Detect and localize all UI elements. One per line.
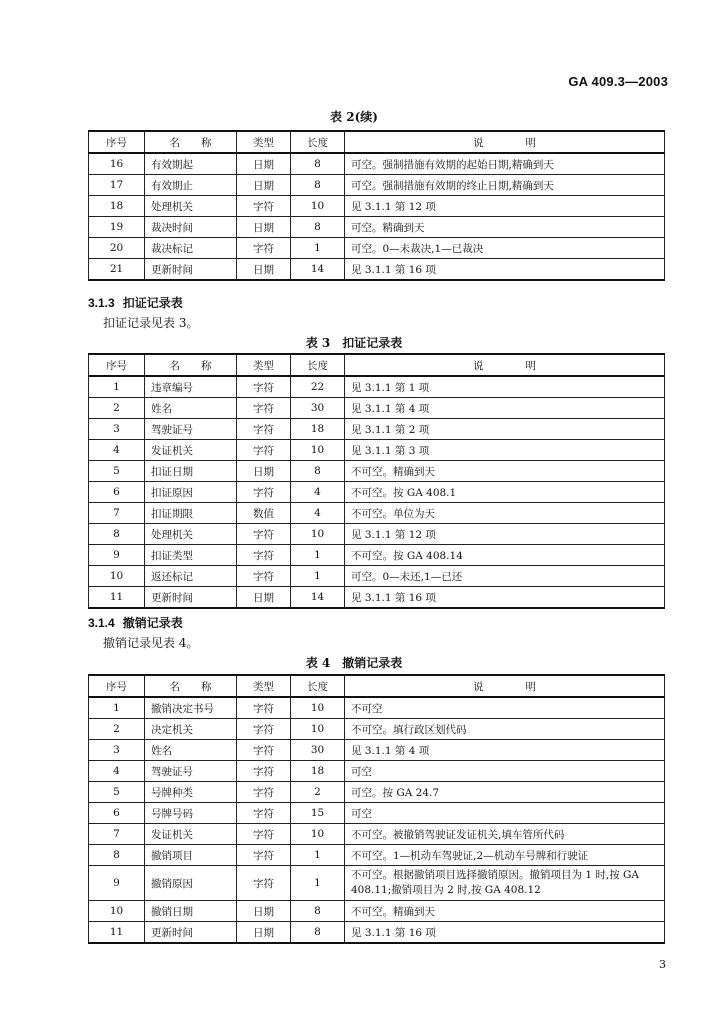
cell-desc: 见 3.1.1 第 12 项 bbox=[345, 196, 665, 217]
cell-desc: 见 3.1.1 第 12 项 bbox=[345, 524, 665, 545]
cell-seq: 1 bbox=[89, 376, 145, 398]
cell-type: 字符 bbox=[237, 824, 291, 845]
cell-type: 字符 bbox=[237, 440, 291, 461]
cell-length: 1 bbox=[291, 866, 345, 901]
cell-name: 姓名 bbox=[145, 740, 237, 761]
cell-type: 日期 bbox=[237, 901, 291, 922]
cell-length: 1 bbox=[291, 238, 345, 259]
cell-name: 有效期起 bbox=[145, 153, 237, 175]
cell-length: 30 bbox=[291, 740, 345, 761]
cell-seq: 20 bbox=[89, 238, 145, 259]
table-row bbox=[89, 740, 665, 761]
cell-length: 18 bbox=[291, 419, 345, 440]
cell-seq: 19 bbox=[89, 217, 145, 238]
cell-type: 字符 bbox=[237, 419, 291, 440]
cell-name: 扣证原因 bbox=[145, 482, 237, 503]
cell-desc: 可空。0—未还,1—已还 bbox=[345, 566, 665, 587]
cell-desc: 见 3.1.1 第 4 项 bbox=[345, 398, 665, 419]
cell-type: 字符 bbox=[237, 697, 291, 719]
cell-type: 日期 bbox=[237, 153, 291, 175]
cell-desc: 不可空。单位为天 bbox=[345, 503, 665, 524]
cell-name: 决定机关 bbox=[145, 719, 237, 740]
table-row bbox=[89, 217, 665, 238]
cell-desc: 不可空。根据撤销项目选择撤销原因。撤销项目为 1 时,按 GA 408.11;撤销项目为 2 时,按 GA 408.12 bbox=[345, 866, 665, 901]
cell-seq: 17 bbox=[89, 175, 145, 196]
table3-caption: 表 3 扣证记录表 bbox=[305, 336, 403, 350]
cell-seq: 10 bbox=[89, 901, 145, 922]
cell-seq: 6 bbox=[89, 482, 145, 503]
cell-type: 字符 bbox=[237, 545, 291, 566]
section-title: 扣证记录表 bbox=[122, 296, 183, 310]
cell-length: 4 bbox=[291, 503, 345, 524]
table-row bbox=[89, 419, 665, 440]
cell-seq: 21 bbox=[89, 259, 145, 281]
table-row bbox=[89, 845, 665, 866]
cell-name: 处理机关 bbox=[145, 196, 237, 217]
header-row bbox=[89, 354, 665, 376]
cell-seq: 5 bbox=[89, 782, 145, 803]
cell-type: 字符 bbox=[237, 398, 291, 419]
table-row bbox=[89, 376, 665, 398]
cell-desc: 可空。强制措施有效期的终止日期,精确到天 bbox=[345, 175, 665, 196]
cell-seq: 5 bbox=[89, 461, 145, 482]
table4 bbox=[88, 674, 665, 944]
cell-desc: 可空。精确到天 bbox=[345, 217, 665, 238]
table2 bbox=[88, 130, 665, 281]
table-row bbox=[89, 153, 665, 175]
cell-name: 处理机关 bbox=[145, 524, 237, 545]
table-row bbox=[89, 238, 665, 259]
cell-seq: 3 bbox=[89, 419, 145, 440]
cell-seq: 4 bbox=[89, 761, 145, 782]
table3 bbox=[88, 353, 665, 609]
column-header-desc: 说 明 bbox=[345, 354, 665, 376]
cell-length: 18 bbox=[291, 761, 345, 782]
header-row bbox=[89, 675, 665, 697]
table-row bbox=[89, 196, 665, 217]
section-3-1-3-heading bbox=[88, 294, 183, 311]
cell-length: 8 bbox=[291, 175, 345, 196]
cell-name: 驾驶证号 bbox=[145, 761, 237, 782]
cell-desc: 见 3.1.1 第 16 项 bbox=[345, 587, 665, 609]
column-header-desc: 说 明 bbox=[345, 675, 665, 697]
section-title: 撤销记录表 bbox=[122, 616, 183, 630]
cell-name: 有效期止 bbox=[145, 175, 237, 196]
cell-desc: 见 3.1.1 第 16 项 bbox=[345, 259, 665, 281]
column-header-name: 名 称 bbox=[145, 675, 237, 697]
cell-desc: 不可空。按 GA 408.14 bbox=[345, 545, 665, 566]
section-3-1-4-text: 撤销记录见表 4。 bbox=[103, 636, 199, 650]
cell-seq: 2 bbox=[89, 398, 145, 419]
cell-seq: 8 bbox=[89, 524, 145, 545]
cell-type: 字符 bbox=[237, 566, 291, 587]
cell-length: 15 bbox=[291, 803, 345, 824]
table-row bbox=[89, 803, 665, 824]
cell-desc: 不可空。1—机动车驾驶证,2—机动车号牌和行驶证 bbox=[345, 845, 665, 866]
column-header-seq: 序号 bbox=[89, 354, 145, 376]
column-header-name: 名 称 bbox=[145, 354, 237, 376]
standard-number: GA 409.3—2003 bbox=[568, 74, 668, 89]
cell-name: 撤销日期 bbox=[145, 901, 237, 922]
header-row bbox=[89, 131, 665, 153]
table2-caption: 表 2(续) bbox=[330, 110, 378, 124]
cell-seq: 6 bbox=[89, 803, 145, 824]
section-number: 3.1.3 bbox=[88, 296, 115, 310]
cell-name: 扣证日期 bbox=[145, 461, 237, 482]
cell-name: 撤销决定书号 bbox=[145, 697, 237, 719]
table-row bbox=[89, 922, 665, 944]
cell-seq: 16 bbox=[89, 153, 145, 175]
table-row bbox=[89, 866, 665, 901]
cell-seq: 2 bbox=[89, 719, 145, 740]
cell-length: 4 bbox=[291, 482, 345, 503]
cell-desc: 不可空。精确到天 bbox=[345, 901, 665, 922]
cell-seq: 1 bbox=[89, 697, 145, 719]
cell-type: 字符 bbox=[237, 376, 291, 398]
column-header-desc: 说 明 bbox=[345, 131, 665, 153]
table-row bbox=[89, 175, 665, 196]
cell-length: 10 bbox=[291, 697, 345, 719]
cell-desc: 不可空。精确到天 bbox=[345, 461, 665, 482]
cell-desc: 不可空。按 GA 408.1 bbox=[345, 482, 665, 503]
table-row bbox=[89, 719, 665, 740]
table-row bbox=[89, 901, 665, 922]
table-row bbox=[89, 482, 665, 503]
cell-seq: 11 bbox=[89, 922, 145, 944]
cell-length: 22 bbox=[291, 376, 345, 398]
table-row bbox=[89, 545, 665, 566]
cell-desc: 可空。强制措施有效期的起始日期,精确到天 bbox=[345, 153, 665, 175]
cell-name: 违章编号 bbox=[145, 376, 237, 398]
table-row bbox=[89, 440, 665, 461]
cell-name: 更新时间 bbox=[145, 922, 237, 944]
cell-name: 裁决标记 bbox=[145, 238, 237, 259]
cell-name: 撤销项目 bbox=[145, 845, 237, 866]
cell-desc: 见 3.1.1 第 4 项 bbox=[345, 740, 665, 761]
cell-type: 字符 bbox=[237, 196, 291, 217]
table-row bbox=[89, 782, 665, 803]
table-row bbox=[89, 824, 665, 845]
table4-caption: 表 4 撤销记录表 bbox=[305, 656, 403, 670]
cell-length: 8 bbox=[291, 922, 345, 944]
cell-desc: 见 3.1.1 第 16 项 bbox=[345, 922, 665, 944]
cell-type: 日期 bbox=[237, 217, 291, 238]
table-row bbox=[89, 259, 665, 281]
cell-name: 号牌种类 bbox=[145, 782, 237, 803]
cell-name: 更新时间 bbox=[145, 587, 237, 609]
cell-seq: 18 bbox=[89, 196, 145, 217]
table-row bbox=[89, 697, 665, 719]
column-header-type: 类型 bbox=[237, 354, 291, 376]
cell-name: 发证机关 bbox=[145, 440, 237, 461]
table-row bbox=[89, 461, 665, 482]
cell-length: 10 bbox=[291, 440, 345, 461]
cell-name: 裁决时间 bbox=[145, 217, 237, 238]
column-header-type: 类型 bbox=[237, 675, 291, 697]
cell-desc: 不可空。被撤销驾驶证发证机关,填车管所代码 bbox=[345, 824, 665, 845]
cell-type: 字符 bbox=[237, 782, 291, 803]
section-3-1-4-heading bbox=[88, 614, 183, 631]
cell-desc: 不可空。填行政区划代码 bbox=[345, 719, 665, 740]
column-header-name: 名 称 bbox=[145, 131, 237, 153]
cell-desc: 可空 bbox=[345, 803, 665, 824]
table-row bbox=[89, 587, 665, 609]
cell-length: 8 bbox=[291, 153, 345, 175]
column-header-type: 类型 bbox=[237, 131, 291, 153]
cell-seq: 8 bbox=[89, 845, 145, 866]
column-header-seq: 序号 bbox=[89, 675, 145, 697]
page-number: 3 bbox=[659, 958, 666, 971]
table-row bbox=[89, 524, 665, 545]
cell-name: 发证机关 bbox=[145, 824, 237, 845]
cell-type: 日期 bbox=[237, 587, 291, 609]
cell-desc: 见 3.1.1 第 3 项 bbox=[345, 440, 665, 461]
cell-seq: 10 bbox=[89, 566, 145, 587]
cell-name: 返还标记 bbox=[145, 566, 237, 587]
cell-length: 8 bbox=[291, 217, 345, 238]
cell-name: 号牌号码 bbox=[145, 803, 237, 824]
column-header-length: 长度 bbox=[291, 354, 345, 376]
cell-type: 数值 bbox=[237, 503, 291, 524]
cell-length: 10 bbox=[291, 196, 345, 217]
cell-length: 2 bbox=[291, 782, 345, 803]
cell-desc: 见 3.1.1 第 2 项 bbox=[345, 419, 665, 440]
cell-length: 1 bbox=[291, 845, 345, 866]
cell-type: 字符 bbox=[237, 761, 291, 782]
cell-name: 更新时间 bbox=[145, 259, 237, 281]
cell-name: 驾驶证号 bbox=[145, 419, 237, 440]
cell-length: 14 bbox=[291, 259, 345, 281]
cell-length: 1 bbox=[291, 545, 345, 566]
cell-seq: 7 bbox=[89, 503, 145, 524]
cell-type: 日期 bbox=[237, 175, 291, 196]
cell-type: 字符 bbox=[237, 482, 291, 503]
cell-type: 日期 bbox=[237, 259, 291, 281]
cell-length: 1 bbox=[291, 566, 345, 587]
cell-type: 字符 bbox=[237, 238, 291, 259]
column-header-seq: 序号 bbox=[89, 131, 145, 153]
cell-name: 扣证期限 bbox=[145, 503, 237, 524]
cell-desc: 可空。0—未裁决,1—已裁决 bbox=[345, 238, 665, 259]
cell-seq: 9 bbox=[89, 545, 145, 566]
cell-type: 字符 bbox=[237, 803, 291, 824]
cell-desc: 可空。按 GA 24.7 bbox=[345, 782, 665, 803]
cell-type: 字符 bbox=[237, 845, 291, 866]
cell-name: 撤销原因 bbox=[145, 866, 237, 901]
cell-seq: 9 bbox=[89, 866, 145, 901]
section-number: 3.1.4 bbox=[88, 616, 115, 630]
cell-length: 8 bbox=[291, 461, 345, 482]
table-row bbox=[89, 566, 665, 587]
column-header-length: 长度 bbox=[291, 131, 345, 153]
column-header-length: 长度 bbox=[291, 675, 345, 697]
cell-name: 扣证类型 bbox=[145, 545, 237, 566]
cell-length: 8 bbox=[291, 901, 345, 922]
section-3-1-3-text: 扣证记录见表 3。 bbox=[103, 316, 199, 330]
cell-seq: 11 bbox=[89, 587, 145, 609]
cell-length: 30 bbox=[291, 398, 345, 419]
cell-type: 字符 bbox=[237, 524, 291, 545]
table-row bbox=[89, 398, 665, 419]
cell-name: 姓名 bbox=[145, 398, 237, 419]
cell-seq: 7 bbox=[89, 824, 145, 845]
cell-desc: 见 3.1.1 第 1 项 bbox=[345, 376, 665, 398]
cell-length: 10 bbox=[291, 824, 345, 845]
cell-type: 字符 bbox=[237, 740, 291, 761]
cell-length: 14 bbox=[291, 587, 345, 609]
cell-seq: 4 bbox=[89, 440, 145, 461]
table-row bbox=[89, 503, 665, 524]
table-row bbox=[89, 761, 665, 782]
cell-desc: 可空 bbox=[345, 761, 665, 782]
cell-length: 10 bbox=[291, 524, 345, 545]
cell-type: 字符 bbox=[237, 866, 291, 901]
cell-type: 字符 bbox=[237, 719, 291, 740]
cell-seq: 3 bbox=[89, 740, 145, 761]
cell-type: 日期 bbox=[237, 922, 291, 944]
cell-length: 10 bbox=[291, 719, 345, 740]
cell-desc: 不可空 bbox=[345, 697, 665, 719]
cell-type: 日期 bbox=[237, 461, 291, 482]
